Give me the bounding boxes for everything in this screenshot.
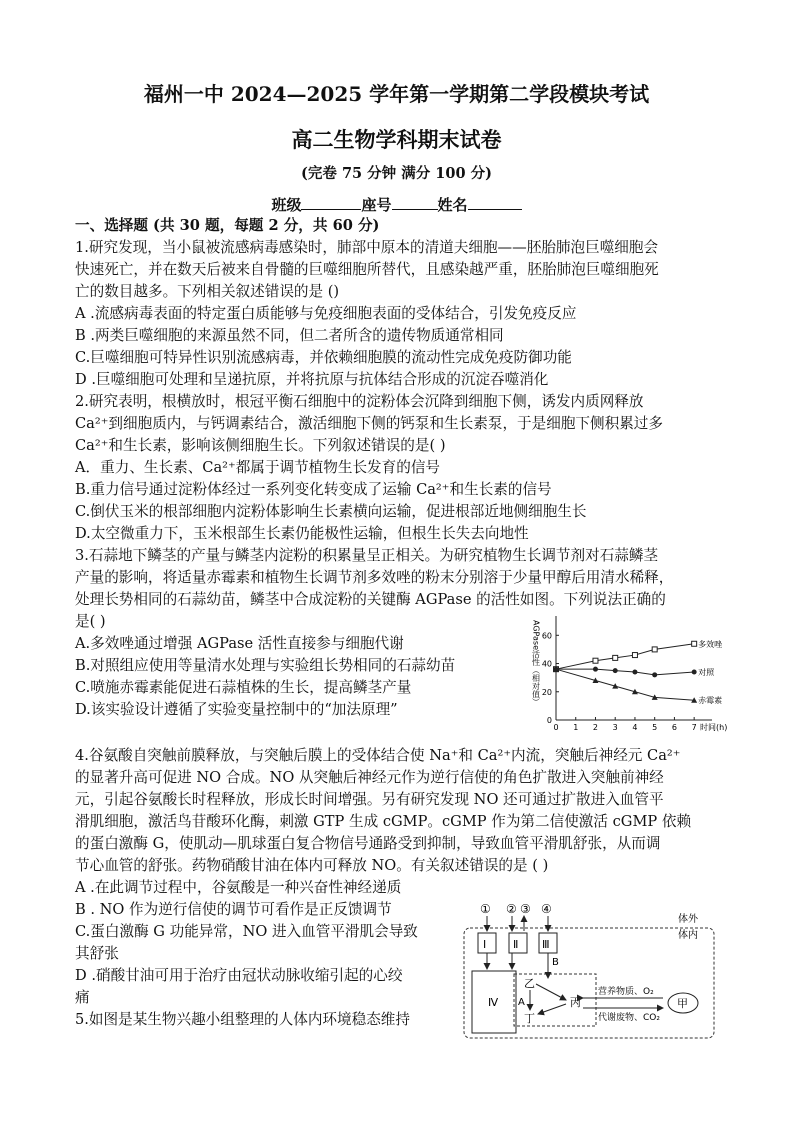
data-point xyxy=(692,641,697,646)
series-line xyxy=(556,669,694,675)
q3-option-c: C.喷施赤霉素能促进石蒜植株的生长，提高鳞茎产量 xyxy=(75,679,412,696)
q1-stem-line: 1.研究发现，当小鼠被流感病毒感染时，肺部中原本的清道夫细胞——胚胎肺泡巨噬细胞会 xyxy=(75,239,659,256)
q2-option-a: A．重力、生长素、Ca²⁺都属于调节植物生长发育的信号 xyxy=(75,459,441,476)
name-blank[interactable] xyxy=(468,195,522,210)
agpase-chart xyxy=(526,612,731,742)
x-tick-label: 5 xyxy=(652,723,658,732)
q4-stem-line: 元，引起谷氨酸长时程释放，形成长时间增强。另有研究发现 NO 还可通过扩散进入血管平 xyxy=(75,791,664,808)
section-heading: 一、选择题 (共 30 题，每题 2 分，共 60 分) xyxy=(75,217,380,234)
q4-stem-line: 4.谷氨酸自突触前膜释放，与突触后膜上的受体结合使 Na⁺和 Ca²⁺内流，突触后神经元 Ca²⁺ xyxy=(75,747,681,764)
q1-option-a: A .流感病毒表面的特定蛋白质能够与免疫细胞表面的受体结合，引发免疫反应 xyxy=(75,305,577,322)
q1-stem-line: 快速死亡，并在数天后被来自骨髓的巨噬细胞所替代，且感染越严重，胚胎肺泡巨噬细胞死 xyxy=(75,261,659,278)
q3-stem-line: 3.石蒜地下鳞茎的产量与鳞茎内淀粉的积累量呈正相关。为研究植物生长调节剂对石蒜鳞茎 xyxy=(75,547,659,564)
q3-stem-line: 产量的影响，将适量赤霉素和植物生长调节剂多效唑的粉末分别溶于少量甲醇后用清水稀释， xyxy=(75,569,674,586)
exam-subject: 高二生物学科期末试卷 xyxy=(291,127,502,152)
x-tick-label: 6 xyxy=(671,723,677,732)
data-point xyxy=(652,672,657,677)
circle-label: ④ xyxy=(541,902,552,916)
y-tick-label: 60 xyxy=(541,631,552,641)
y-axis-label: AGPase活性（相对值） xyxy=(531,620,541,706)
label-a: A xyxy=(518,997,525,1008)
x-tick-label: 1 xyxy=(573,723,579,732)
data-point xyxy=(613,668,618,673)
data-point xyxy=(613,655,618,660)
q4-option-a: A .在此调节过程中，谷氨酸是一种兴奋性神经递质 xyxy=(75,879,402,896)
q2-option-b: B.重力信号通过淀粉体经过一系列变化转变成了运输 Ca²⁺和生长素的信号 xyxy=(75,481,552,498)
q2-option-d: D.太空微重力下，玉米根部生长素仍能极性运输，但根生长失去向地性 xyxy=(75,525,529,542)
data-point xyxy=(632,653,637,658)
fluid-label-yi: 乙 xyxy=(524,977,535,990)
box-label: Ⅱ xyxy=(513,938,519,951)
q1-option-c: C.巨噬细胞可特异性识别流感病毒，并依赖细胞膜的流动性完成免疫防御功能 xyxy=(75,349,572,366)
nutrient-label: 营养物质、O₂ xyxy=(598,987,654,997)
outside-label: 体外 xyxy=(678,914,698,925)
inside-label: 体内 xyxy=(678,930,698,941)
data-point xyxy=(632,670,637,675)
x-tick-label: 4 xyxy=(632,723,638,732)
y-tick-label: 0 xyxy=(546,716,552,725)
q3-stem-line: 处理长势相同的石蒜幼苗，鳞茎中合成淀粉的关键酶 AGPase 的活性如图。下列说法正确的 xyxy=(75,591,666,608)
q3-option-d: D.该实验设计遵循了实验变量控制中的“加法原理” xyxy=(75,701,398,718)
q4-option-c: C.蛋白激酶 G 功能异常，NO 进入血管平滑肌会导致 xyxy=(75,923,418,940)
q1-stem-line: 亡的数目越多。下列相关叙述错误的是 () xyxy=(75,283,340,300)
x-tick-label: 2 xyxy=(592,723,599,732)
series-label: 对照 xyxy=(698,668,715,677)
q4-stem-line: 的蛋白激酶 G，使肌动—肌球蛋白复合物信号通路受到抑制，导致血管平滑肌舒张，从而调 xyxy=(75,835,661,852)
data-point xyxy=(593,667,598,672)
q3-stem-line: 是( ) xyxy=(75,613,106,630)
circle-label: ② xyxy=(506,902,517,916)
waste-label: 代谢废物、CO₂ xyxy=(598,1013,660,1023)
class-blank[interactable] xyxy=(301,195,361,210)
exam-meta: (完卷 75 分钟 满分 100 分) xyxy=(301,165,492,182)
series-label: 赤霉素 xyxy=(698,696,723,706)
q4-option-c-cont: 其舒张 xyxy=(75,945,119,962)
q4-stem-line: 的显著升高可促进 NO 合成。NO 从突触后神经元作为逆行信使的角色扩散进入突触前神经 xyxy=(75,769,664,786)
q3-option-a: A.多效唑通过增强 AGPase 活性直接参与细胞代谢 xyxy=(75,635,404,652)
circle-label: ① xyxy=(480,902,491,916)
x-tick-label: 0 xyxy=(553,723,559,732)
q4-option-b: B . NO 作为逆行信使的调节可看作是正反馈调节 xyxy=(75,901,392,918)
data-point xyxy=(593,658,598,663)
fluid-label-bing: 丙 xyxy=(570,996,581,1009)
homeostasis-diagram xyxy=(458,898,723,1043)
q4-stem-line: 节心血管的舒张。药物硝酸甘油在体内可释放 NO。有关叙述错误的是 ( ) xyxy=(75,857,549,874)
student-info-row xyxy=(0,194,793,215)
box-label: Ⅲ xyxy=(542,938,550,951)
class-label: 班级 xyxy=(271,196,302,214)
circle-label: ③ xyxy=(520,902,531,916)
q1-option-d: D .巨噬细胞可处理和呈递抗原，并将抗原与抗体结合形成的沉淀吞噬消化 xyxy=(75,371,549,388)
data-point xyxy=(652,647,657,652)
cell-jia-label: 甲 xyxy=(677,997,688,1010)
y-tick-label: 20 xyxy=(541,687,552,697)
label-b: B xyxy=(552,957,559,968)
q2-stem-line: 2.研究表明，根横放时，根冠平衡石细胞中的淀粉体会沉降到细胞下侧，诱发内质网释放 xyxy=(75,393,644,410)
x-axis-label: 时间(h) xyxy=(700,723,728,732)
q1-option-b: B .两类巨噬细胞的来源虽然不同，但二者所含的遗传物质通常相同 xyxy=(75,327,504,344)
name-label: 姓名 xyxy=(437,196,468,214)
fluid-label-ding: 丁 xyxy=(524,1012,535,1025)
q4-stem-line: 滑肌细胞，激活鸟苷酸环化酶，刺激 GTP 生成 cGMP。cGMP 作为第二信使激活 cGMP 依赖 xyxy=(75,813,692,830)
q2-option-c: C.倒伏玉米的根部细胞内淀粉体影响生长素横向运输，促进根部近地侧细胞生长 xyxy=(75,503,587,520)
seat-label: 座号 xyxy=(361,196,392,214)
box-label: Ⅰ xyxy=(483,938,487,951)
seat-blank[interactable] xyxy=(392,195,438,210)
q2-stem-line: Ca²⁺到细胞质内，与钙调素结合，激活细胞下侧的钙泵和生长素泵，于是细胞下侧积累过多 xyxy=(75,415,663,432)
exam-title: 福州一中 2024—2025 学年第一学期第二学段模块考试 xyxy=(143,82,650,106)
series-label: 多效唑 xyxy=(698,639,723,649)
y-tick-label: 40 xyxy=(541,659,552,669)
q3-option-b: B.对照组应使用等量清水处理与实验组长势相同的石蒜幼苗 xyxy=(75,657,456,674)
box-label: Ⅳ xyxy=(488,996,499,1009)
series-line xyxy=(556,644,694,669)
q2-stem-line: Ca²⁺和生长素，影响该侧细胞生长。下列叙述错误的是( ) xyxy=(75,437,446,454)
data-point xyxy=(692,670,697,675)
x-tick-label: 3 xyxy=(612,723,618,732)
x-tick-label: 7 xyxy=(691,723,697,732)
q5-stem-line: 5.如图是某生物兴趣小组整理的人体内环境稳态维持 xyxy=(75,1011,410,1028)
q4-option-d-cont: 痛 xyxy=(75,989,90,1006)
q4-option-d: D .硝酸甘油可用于治疗由冠状动脉收缩引起的心绞 xyxy=(75,967,403,984)
organ-box-1 xyxy=(478,933,496,953)
